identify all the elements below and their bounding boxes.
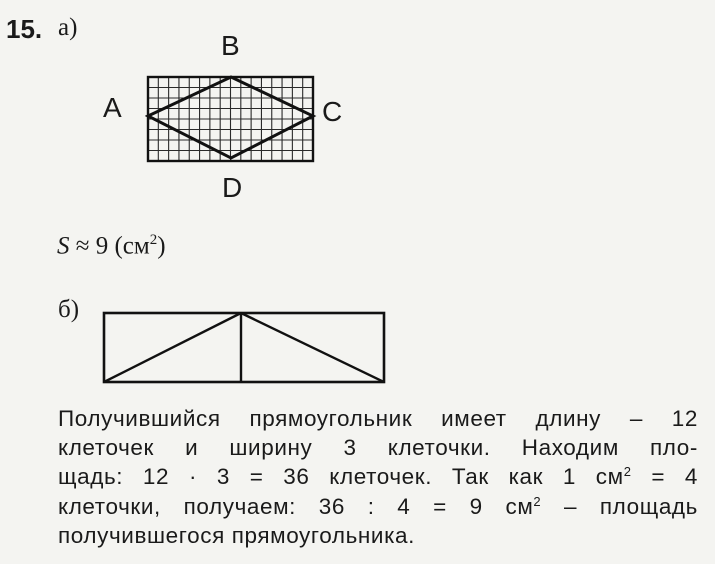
solution-paragraph: [58, 404, 698, 550]
part-b-label: б): [58, 296, 80, 323]
vertex-label-a: A: [103, 92, 122, 123]
area-variable: S: [57, 232, 70, 260]
grid-rhombus-figure: [145, 74, 317, 166]
vertex-label-b: B: [221, 30, 240, 61]
problem-number: 15.: [6, 14, 43, 44]
line3-exponent: 2: [623, 464, 632, 480]
line4-text-b: – площадь: [541, 493, 698, 519]
line3-text-a: щадь: 12 · 3 = 36 клеточек. Так как 1 см: [58, 464, 624, 490]
paragraph-line-2: клеточек и ширину 3 клеточки. Находим пло-: [58, 435, 698, 461]
paragraph-line-5: получившегося прямоугольника.: [58, 522, 415, 548]
left-diagonal: [104, 313, 241, 382]
area-unit-close: ): [157, 232, 166, 260]
area-formula: [57, 232, 166, 260]
line3-text-b: = 4: [631, 464, 698, 490]
part-a-label: а): [58, 14, 78, 41]
paragraph-line-1: Получившийся прямоугольник имеет длину – 12: [58, 406, 698, 431]
area-value: 9: [95, 232, 109, 260]
vertex-label-c: C: [322, 96, 343, 127]
vertex-label-d: D: [222, 172, 243, 203]
line4-text-a: клеточки, получаем: 36 : 4 = 9 см: [58, 493, 534, 519]
area-unit: (см: [114, 232, 150, 260]
area-unit-exponent: 2: [149, 232, 158, 248]
grid-lines: [148, 77, 313, 161]
paragraph-line-4: [58, 492, 698, 521]
outer-rectangle: [104, 313, 384, 382]
right-diagonal: [241, 313, 384, 382]
paragraph-line-3: [58, 462, 698, 491]
approx-sign: ≈: [75, 232, 90, 260]
line4-exponent: 2: [533, 493, 542, 509]
rectangle-triangles-figure: [100, 310, 390, 386]
